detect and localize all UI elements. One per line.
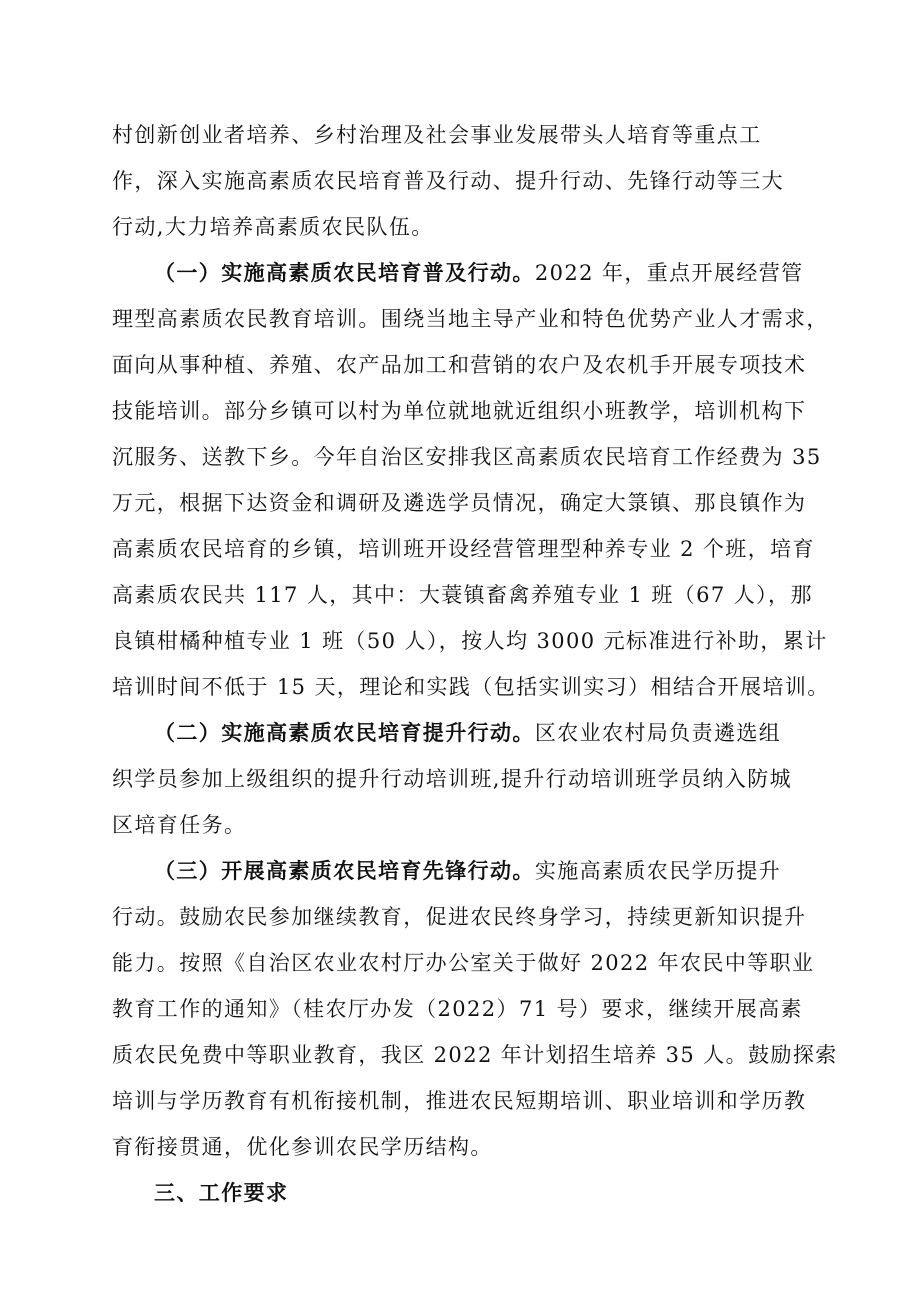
section3-first-line xyxy=(154,858,781,884)
section3-line-3: 能力。按照《自治区农业农村厅办公室关于做好 2022 年农民中等职业 xyxy=(112,951,815,975)
section1-line-2: 理型高素质农民教育培训。围绕当地主导产业和特色优势产业人才需求， xyxy=(112,307,829,331)
section3-line-6: 培训与学历教育有机衔接机制，推进农民短期培训、职业培训和学历教 xyxy=(112,1089,807,1113)
section2-first-line-text: 区农业农村局负责遴选组 xyxy=(534,721,782,745)
section1-line-6: 万元，根据下达资金和调研及遴选学员情况，确定大箓镇、那良镇作为 xyxy=(112,491,807,515)
intro-line-3: 行动,大力培养高素质农民队伍。 xyxy=(112,215,434,239)
section2-heading: （二）实施高素质农民培育提升行动。 xyxy=(154,721,535,745)
section3-line-2: 行动。鼓励农民参加继续教育，促进农民终身学习，持续更新知识提升 xyxy=(112,905,807,929)
section1-first-line xyxy=(154,260,804,286)
section2-line-2: 织学员参加上级组织的提升行动培训班,提升行动培训班学员纳入防城 xyxy=(112,767,793,791)
section3-first-line-text: 实施高素质农民学历提升 xyxy=(534,859,782,883)
section1-line-7: 高素质农民培育的乡镇，培训班开设经营管理型种养专业 2 个班，培育 xyxy=(112,537,815,561)
section1-line-4: 技能培训。部分乡镇可以村为单位就地就近组织小班教学，培训机构下 xyxy=(112,399,807,423)
section1-first-line-text: 2022 年，重点开展经营管 xyxy=(534,261,804,285)
section3-heading: （三）开展高素质农民培育先锋行动。 xyxy=(154,859,535,883)
section1-line-10: 培训时间不低于 15 天，理论和实践（包括实训实习）相结合开展培训。 xyxy=(112,675,830,699)
section-heading-work-requirements: 三、工作要求 xyxy=(154,1181,289,1205)
section1-heading: （一）实施高素质农民培育普及行动。 xyxy=(154,261,535,285)
section3-line-7: 育衔接贯通，优化参训农民学历结构。 xyxy=(112,1135,493,1159)
intro-line-1: 村创新创业者培养、乡村治理及社会事业发展带头人培育等重点工 xyxy=(112,123,762,147)
section1-line-3: 面向从事种植、养殖、农产品加工和营销的农户及农机手开展专项技术 xyxy=(112,353,807,377)
section1-line-8: 高素质农民共 117 人，其中：大蓑镇畜禽养殖专业 1 班（67 人），那 xyxy=(112,583,813,607)
section1-line-5: 沉服务、送教下乡。今年自治区安排我区高素质农民培育工作经费为 35 xyxy=(112,445,822,469)
section3-line-5: 质农民免费中等职业教育，我区 2022 年计划招生培养 35 人。鼓励探索 xyxy=(112,1043,838,1067)
section3-line-4: 教育工作的通知》（桂农厅办发（2022）71 号）要求，继续开展高素 xyxy=(112,997,803,1021)
intro-line-2: 作，深入实施高素质农民培育普及行动、提升行动、先锋行动等三大 xyxy=(112,169,784,193)
section1-line-9: 良镇柑橘种植专业 1 班（50 人），按人均 3000 元标准进行补助，累计 xyxy=(112,629,828,653)
section2-first-line xyxy=(154,720,781,746)
section2-line-3: 区培育任务。 xyxy=(112,813,247,837)
